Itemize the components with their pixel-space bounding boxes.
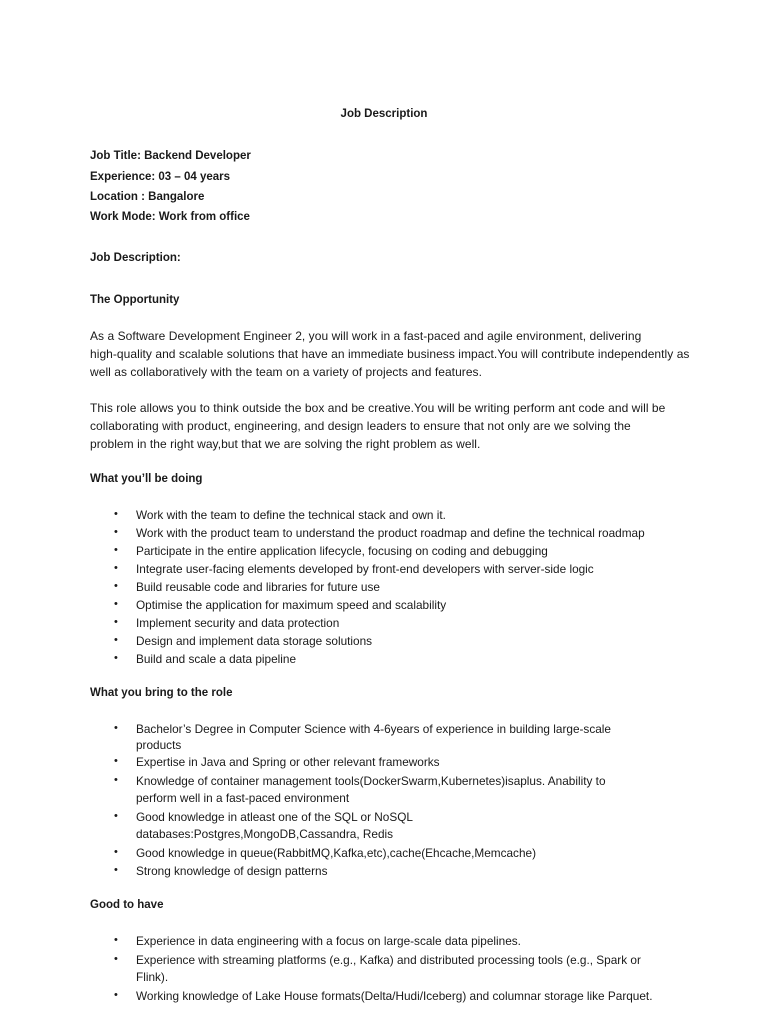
- list-item: Work with the product team to understand the product roadmap and define the technical roadmap: [136, 526, 645, 540]
- bullet-icon: •: [114, 526, 118, 538]
- list-item: Experience in data engineering with a focus on large-scale data pipelines.: [136, 934, 521, 948]
- bullet-icon: •: [114, 722, 118, 734]
- list-item: Integrate user-facing elements developed by front-end developers with server-side logic: [136, 562, 594, 576]
- bullet-icon: •: [114, 934, 118, 946]
- opportunity-paragraph-2-line: collaborating with product, engineering, and design leaders to ensure that not only are we solving the: [90, 419, 631, 433]
- bullet-icon: •: [114, 544, 118, 556]
- bullet-icon: •: [114, 580, 118, 592]
- bullet-icon: •: [114, 755, 118, 767]
- list-item: Experience with streaming platforms (e.g., Kafka) and distributed processing tools (e.g., Spark or: [136, 953, 641, 967]
- bullet-icon: •: [114, 634, 118, 646]
- bullet-icon: •: [114, 652, 118, 664]
- bullet-icon: •: [114, 562, 118, 574]
- bullet-icon: •: [114, 508, 118, 520]
- experience-line: Experience: 03 – 04 years: [90, 171, 231, 183]
- list-item-continuation: Flink).: [136, 970, 169, 984]
- document-title: Job Description: [340, 108, 428, 120]
- bullet-icon: •: [114, 810, 118, 822]
- list-item: Participate in the entire application lifecycle, focusing on coding and debugging: [136, 544, 548, 558]
- list-item: Implement security and data protection: [136, 616, 340, 630]
- list-item: Bachelor’s Degree in Computer Science with 4-6years of experience in building large-scale: [136, 722, 611, 736]
- bullet-icon: •: [114, 989, 118, 1001]
- list-item: Good knowledge in atleast one of the SQL or NoSQL: [136, 810, 413, 824]
- bullet-icon: •: [114, 616, 118, 628]
- opportunity-paragraph-2-line: problem in the right way,but that we are solving the right problem as well.: [90, 437, 481, 451]
- job-title-line: Job Title: Backend Developer: [90, 150, 251, 162]
- work-mode-line: Work Mode: Work from office: [90, 211, 250, 223]
- location-line: Location : Bangalore: [90, 191, 205, 203]
- job-description-heading: Job Description:: [90, 252, 181, 264]
- list-item: Working knowledge of Lake House formats(Delta/Hudi/Iceberg) and columnar storage like Parquet.: [136, 989, 653, 1003]
- bullet-icon: •: [114, 598, 118, 610]
- list-item: Build reusable code and libraries for future use: [136, 580, 380, 594]
- opportunity-heading: The Opportunity: [90, 294, 180, 306]
- bring-heading: What you bring to the role: [90, 687, 233, 699]
- list-item: Good knowledge in queue(RabbitMQ,Kafka,etc),cache(Ehcache,Memcache): [136, 846, 536, 860]
- opportunity-paragraph-1-line: well as collaboratively with the team on a variety of projects and features.: [90, 365, 482, 379]
- list-item-continuation: perform well in a fast-paced environment: [136, 791, 350, 805]
- list-item: Optimise the application for maximum speed and scalability: [136, 598, 447, 612]
- list-item: Expertise in Java and Spring or other relevant frameworks: [136, 755, 440, 769]
- list-item: Knowledge of container management tools(DockerSwarm,Kubernetes)isaplus. Anability to: [136, 774, 606, 788]
- list-item: Design and implement data storage solutions: [136, 634, 373, 648]
- bullet-icon: •: [114, 774, 118, 786]
- opportunity-paragraph-2-line: This role allows you to think outside the box and be creative.You will be writing perform ant code and will be: [90, 401, 666, 415]
- bullet-icon: •: [114, 953, 118, 965]
- list-item: Strong knowledge of design patterns: [136, 864, 328, 878]
- opportunity-paragraph-1-line: As a Software Development Engineer 2, you will work in a fast-paced and agile environment, delivering: [90, 329, 642, 343]
- list-item-continuation: databases:Postgres,MongoDB,Cassandra, Redis: [136, 827, 394, 841]
- list-item: Work with the team to define the technical stack and own it.: [136, 508, 446, 522]
- opportunity-paragraph-1-line: high-quality and scalable solutions that have an immediate business impact.You will contribute independently as: [90, 347, 690, 361]
- list-item: Build and scale a data pipeline: [136, 652, 297, 666]
- bullet-icon: •: [114, 864, 118, 876]
- bullet-icon: •: [114, 846, 118, 858]
- list-item-continuation: products: [136, 738, 182, 752]
- doing-heading: What you’ll be doing: [90, 473, 203, 485]
- good-to-have-heading: Good to have: [90, 899, 164, 911]
